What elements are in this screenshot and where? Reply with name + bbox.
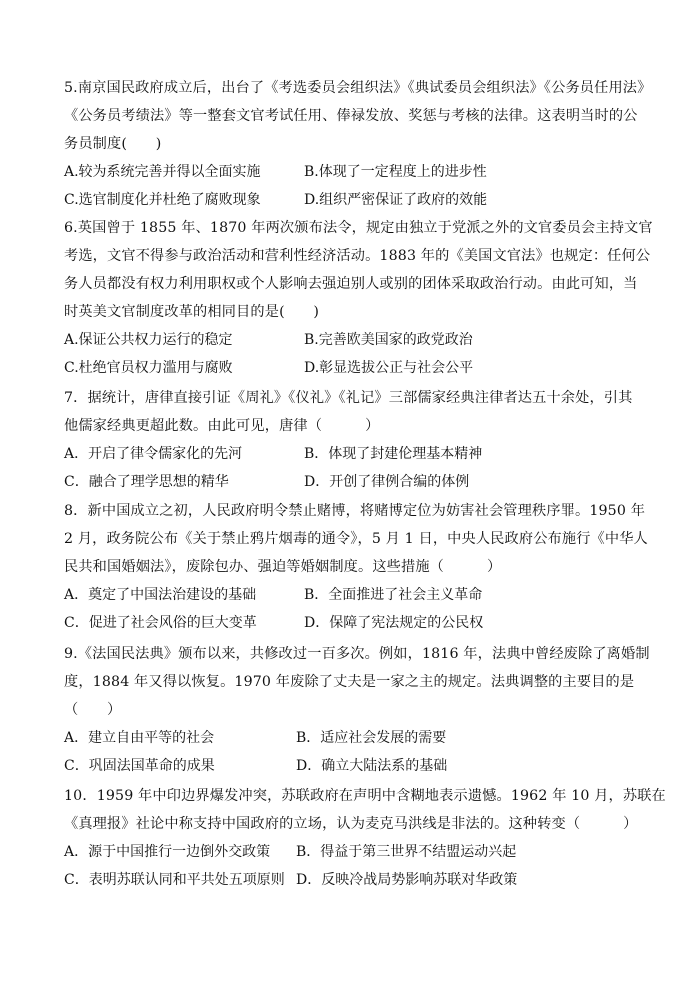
- question-7: [64, 384, 636, 496]
- question-6: [64, 214, 653, 382]
- option-b[interactable]: B．得益于第三世界不结盟运动兴起: [296, 844, 517, 860]
- question-stem-line: 民共和国婚姻法》，废除包办、强迫等婚姻制度。这些措施（ ）: [64, 559, 502, 575]
- question-stem-line: 度，1884 年又得以恢复。1970 年废除了丈夫是一家之主的规定。法典调整的主要目的是: [64, 674, 635, 690]
- option-c[interactable]: C.杜绝官员权力滥用与腐败: [64, 360, 233, 376]
- option-d[interactable]: D．确立大陆法系的基础: [296, 758, 448, 774]
- option-c[interactable]: C．表明苏联认同和平共处五项原则: [64, 872, 285, 888]
- option-c[interactable]: C．巩固法国革命的成果: [64, 758, 215, 774]
- option-c[interactable]: C.选官制度化并杜绝了腐败现象: [64, 192, 261, 208]
- option-d[interactable]: D．反映冷战局势影响苏联对华政策: [296, 872, 518, 888]
- options-row: [64, 468, 636, 496]
- option-d[interactable]: D．开创了律例合编的体例: [304, 474, 470, 490]
- option-a[interactable]: A．开启了律令儒家化的先河: [64, 446, 243, 462]
- option-b[interactable]: B．体现了封建伦理基本精神: [304, 446, 483, 462]
- question-10: [64, 782, 666, 894]
- option-b[interactable]: B．全面推进了社会主义革命: [304, 587, 483, 603]
- option-b[interactable]: B.体现了一定程度上的进步性: [304, 164, 487, 180]
- question-stem-line: 时英美文官制度改革的相同目的是( ): [64, 304, 320, 320]
- question-stem-line: 10．1959 年中印边界爆发冲突，苏联政府在声明中含糊地表示遗憾。1962 年 10 月，苏联在: [64, 788, 666, 804]
- question-stem-line: 7．据统计，唐律直接引证《周礼》《仪礼》《礼记》三部儒家经典注律者达五十余处，引其: [64, 390, 633, 406]
- option-a[interactable]: A．源于中国推行一边倒外交政策: [64, 844, 271, 860]
- question-stem-line: 9.《法国民法典》颁布以来，共修改过一百多次。例如，1816 年，法典中曾经废除了离婚制: [64, 646, 650, 662]
- question-stem-line: 务员制度( ): [64, 136, 162, 152]
- options-row: [64, 724, 636, 752]
- options-row: [64, 838, 636, 866]
- question-stem-line: 《公务员考绩法》等一整套文官考试任用、俸禄发放、奖惩与考核的法律。这表明当时的公: [64, 108, 638, 124]
- option-b[interactable]: B.完善欧美国家的政党政治: [304, 332, 473, 348]
- option-a[interactable]: A.较为系统完善并得以全面实施: [64, 164, 261, 180]
- option-d[interactable]: D．保障了宪法规定的公民权: [304, 615, 484, 631]
- question-5: [64, 74, 652, 214]
- options-row: [64, 609, 636, 637]
- question-9: [64, 640, 650, 780]
- option-c[interactable]: C．融合了理学思想的精华: [64, 474, 229, 490]
- option-b[interactable]: B．适应社会发展的需要: [296, 730, 447, 746]
- question-stem-line: 《真理报》社论中称支持中国政府的立场，认为麦克马洪线是非法的。这种转变（ ）: [64, 816, 638, 832]
- question-stem-line: 他儒家经典更超此数。由此可见，唐律（ ）: [64, 418, 380, 434]
- options-row: [64, 186, 636, 214]
- question-stem-line: 考选，文官不得参与政治活动和营利性经济活动。1883 年的《美国文官法》也规定：任何公: [64, 248, 651, 264]
- option-a[interactable]: A．建立自由平等的社会: [64, 730, 215, 746]
- option-d[interactable]: D.组织严密保证了政府的效能: [304, 192, 488, 208]
- question-stem-line: （ ）: [64, 702, 122, 718]
- options-row: [64, 354, 636, 382]
- option-c[interactable]: C．促进了社会风俗的巨大变革: [64, 615, 257, 631]
- option-a[interactable]: A．奠定了中国法治建设的基础: [64, 587, 257, 603]
- options-row: [64, 752, 636, 780]
- question-8: [64, 497, 648, 637]
- question-stem-line: 2 月，政务院公布《关于禁止鸦片烟毒的通令》，5 月 1 日，中央人民政府公布施行《中华人: [64, 531, 648, 547]
- options-row: [64, 866, 636, 894]
- options-row: [64, 158, 636, 186]
- question-stem-line: 务人员都没有权力利用职权或个人影响去强迫别人或别的团体采取政治行动。由此可知，当: [64, 276, 638, 292]
- option-d[interactable]: D.彰显选拔公正与社会公平: [304, 360, 474, 376]
- question-stem-line: 5.南京国民政府成立后，出台了《考选委员会组织法》《典试委员会组织法》《公务员任用法》: [64, 80, 652, 96]
- options-row: [64, 440, 636, 468]
- question-stem-line: 8．新中国成立之初，人民政府明令禁止赌博，将赌博定位为妨害社会管理秩序罪。1950 年: [64, 503, 646, 519]
- options-row: [64, 326, 636, 354]
- options-row: [64, 581, 636, 609]
- question-stem-line: 6.英国曾于 1855 年、1870 年两次颁布法令，规定由独立于党派之外的文官委员会主持文官: [64, 220, 653, 236]
- option-a[interactable]: A.保证公共权力运行的稳定: [64, 332, 233, 348]
